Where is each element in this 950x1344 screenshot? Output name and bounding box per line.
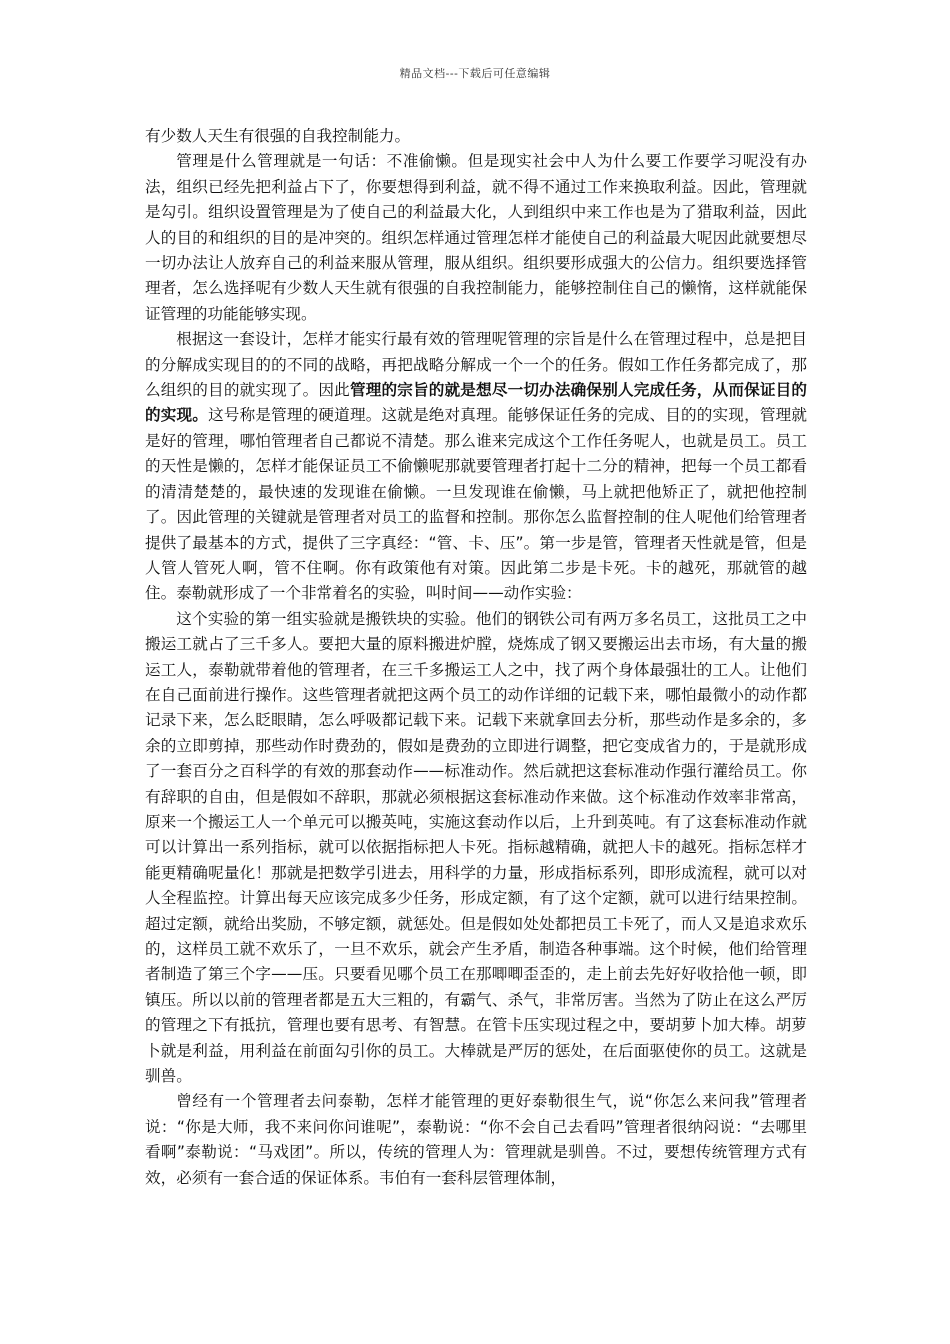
paragraph-text: 管理是什么管理就是一句话：不准偷懒。但是现实社会中人为什么要工作要学习呢没有办法，组织已经先把利益占下了，你要想得到利益，就不得不通过工作来换取利益。因此，管理就是勾引。组织设置管理是为了使自己的利益最大化，人到组织中来工作也是为了猎取利益，因此人的目的和组织的目的是冲突的。组织怎样通过管理怎样才能使自己的利益最大呢因此就要想尽一切办法让人放弃自己的利益来服从管理，服从组织。组织要形成强大的公信力。组织要选择管理者，怎么选择呢有少数人天生就有很强的自我控制能力，能够控制住自己的懒惰，这样就能保证管理的功能能够实现。 bbox=[145, 152, 807, 323]
paragraph-1 bbox=[145, 124, 807, 149]
paragraph-text: 这号称是管理的硬道理。这就是绝对真理。能够保证任务的完成、目的的实现，管理就是好的管理，哪怕管理者自己都说不清楚。那么谁来完成这个工作任务呢人，也就是员工。员工的天性是懒的，怎样才能保证员工不偷懒呢那就要管理者打起十二分的精神，把每一个员工都看的清清楚楚的，最快速的发现谁在偷懒。一旦发现谁在偷懒，马上就把他矫正了，就把他控制了。因此管理的关键就是管理者对员工的监督和控制。那你怎么监督控制的住人呢他们给管理者提供了最基本的方式，提供了三字真经：“管、卡、压”。第一步是管，管理者天性就是管，但是人管人管死人啊，管不住啊。你有政策他有对策。因此第二步是卡死。卡的越死，那就管的越住。泰勒就形成了一个非常着名的实验，叫时间——动作实验： bbox=[145, 406, 807, 603]
paragraph-3 bbox=[145, 327, 807, 606]
paragraph-text: 有少数人天生有很强的自我控制能力。 bbox=[145, 127, 411, 145]
page-header: 精品文档---下载后可任意编辑 bbox=[399, 67, 551, 80]
paragraph-5 bbox=[145, 1089, 807, 1191]
document-body bbox=[145, 124, 807, 1191]
bold-emphasis-text: 管理的宗旨的就是想尽一切办法确保别人完成任务，从而保证目的的实现。 bbox=[145, 381, 807, 425]
paragraph-text: 曾经有一个管理者去问泰勒，怎样才能管理的更好泰勒很生气，说“你怎么来问我”管理者说：“你是大师，我不来问你问谁呢”，泰勒说：“你不会自己去看吗”管理者很纳闷说：“去哪里看啊”泰勒说：“马戏团”。所以，传统的管理人为：管理就是驯兽。不过，要想传统管理方式有效，必须有一套合适的保证体系。韦伯有一套科层管理体制， bbox=[145, 1092, 807, 1187]
paragraph-text: 这个实验的第一组实验就是搬铁块的实验。他们的钢铁公司有两万多名员工，这批员工之中搬运工就占了三千多人。要把大量的原料搬进炉膛，烧炼成了钢又要搬运出去市场，有大量的搬运工人，泰勒就带着他的管理者，在三千多搬运工人之中，找了两个身体最强壮的工人。让他们在自己面前进行操作。这些管理者就把这两个员工的动作详细的记载下来，哪怕最微小的动作都记录下来，怎么眨眼睛，怎么呼吸都记载下来。记载下来就拿回去分析，那些动作是多余的，多余的立即剪掉，那些动作时费劲的，假如是费劲的立即进行调整，把它变成省力的，于是就形成了一套百分之百科学的有效的那套动作——标准动作。然后就把这套标准动作强行灌给员工。你有辞职的自由，但是假如不辞职，那就必须根据这套标准动作来做。这个标准动作效率非常高，原来一个搬运工人一个单元可以搬英吨，实施这套动作以后，上升到英吨。有了这套标准动作就可以计算出一系列指标，就可以依据指标把人卡死。指标越精确，就把人卡的越死。指标怎样才能更精确呢量化！那就是把数学引进去，用科学的力量，形成指标系列，即形成流程，就可以对人全程监控。计算出每天应该完成多少任务，形成定额，有了这个定额，就可以进行结果控制。超过定额，就给出奖励，不够定额，就惩处。但是假如处处都把员工卡死了，而人又是追求欢乐的，这样员工就不欢乐了，一旦不欢乐，就会产生矛盾，制造各种事端。这个时候，他们给管理者制造了第三个字——压。只要看见哪个员工在那唧唧歪歪的，走上前去先好好收拾他一顿，即镇压。所以以前的管理者都是五大三粗的，有霸气、杀气，非常厉害。当然为了防止在这么严厉的管理之下有抵抗，管理也要有思考、有智慧。在管卡压实现过程之中，要胡萝卜加大棒。胡萝卜就是利益，用利益在前面勾引你的员工。大棒就是严厉的惩处，在后面驱使你的员工。这就是驯兽。 bbox=[145, 609, 807, 1086]
paragraph-4 bbox=[145, 607, 807, 1090]
paragraph-2 bbox=[145, 149, 807, 327]
paragraph-text: 根据这一套设计，怎样才能实行最有效的管理呢管理的宗旨是什么在管理过程中，总是把目的分解成实现目的的不同的战略，再把战略分解成一个一个的任务。假如工作任务都完成了，那么组织的目的就实现了。因此 bbox=[145, 330, 807, 400]
